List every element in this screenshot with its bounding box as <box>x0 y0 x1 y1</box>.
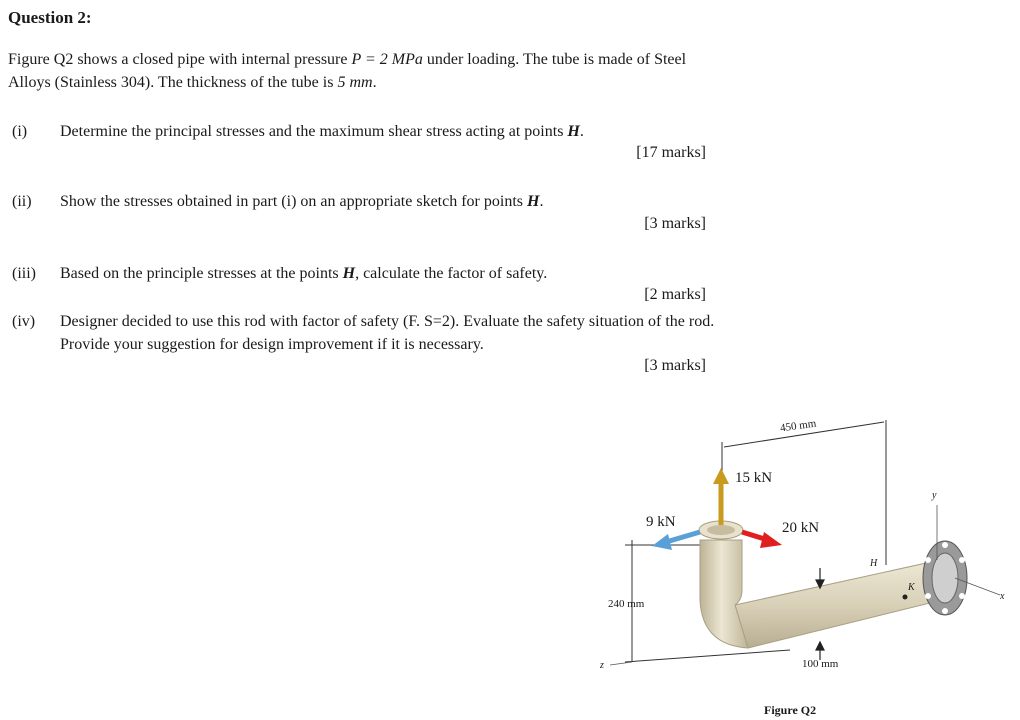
part-text: Designer decided to use this rod with factor of safety (F. S=2). Evaluate the safety situation of the rod. Provide your suggestion for design improvement if it is necessary. <box>60 313 715 353</box>
part-tail: . <box>579 123 584 140</box>
intro-text-1: Figure Q2 shows a closed pipe with internal pressure <box>8 51 352 68</box>
label-axis-y: y <box>932 490 937 501</box>
part-marks: [3 marks] <box>644 215 706 232</box>
part-marks: [2 marks] <box>644 286 706 303</box>
part-tail: , calculate the factor of safety. <box>355 265 548 282</box>
intro-text-2: under loading. The tube is made of Steel Alloys (Stainless 304). The thickness of the tube is <box>8 51 687 91</box>
label-450mm: 450 mm <box>779 417 818 435</box>
label-axis-x: x <box>1000 591 1005 602</box>
label-100mm: 100 mm <box>802 658 839 670</box>
force-15kn-arrow <box>713 468 729 525</box>
label-point-h: H <box>870 558 878 569</box>
part-body: Based on the principle stresses at the points <box>60 265 343 282</box>
label-axis-z: z <box>600 660 604 671</box>
intro-text-3: . <box>372 74 377 91</box>
label-15kn: 15 kN <box>735 470 773 486</box>
part-body: Show the stresses obtained in part (i) on an appropriate sketch for points <box>60 193 527 210</box>
part-number: (iv) <box>12 313 36 330</box>
part-body: Determine the principal stresses and the maximum shear stress acting at points <box>60 123 568 140</box>
label-point-k: K <box>908 582 915 593</box>
part-marks: [3 marks] <box>644 357 706 374</box>
label-20kn: 20 kN <box>782 520 820 536</box>
pipe-bore <box>707 525 735 535</box>
flange <box>923 541 967 615</box>
question-title: Question 2: <box>8 8 92 27</box>
force-20kn-arrow <box>742 532 782 548</box>
figure-caption: Figure Q2 <box>764 703 817 717</box>
point-label: H <box>527 193 540 210</box>
point-label: H <box>567 123 580 140</box>
label-9kn: 9 kN <box>646 514 676 530</box>
force-9kn-arrow <box>652 532 700 550</box>
part-number: (i) <box>12 123 28 140</box>
label-240mm: 240 mm <box>608 598 645 610</box>
pipe-elbow <box>700 540 748 648</box>
pressure-expression: P = 2 MPa <box>351 51 423 68</box>
part-number: (iii) <box>12 265 36 282</box>
dimension-450 <box>722 417 886 565</box>
part-tail: . <box>539 193 544 210</box>
point-label: H <box>342 265 356 282</box>
part-marks: [17 marks] <box>636 144 706 161</box>
point-k-dot <box>903 595 908 600</box>
horizontal-pipe <box>735 560 950 648</box>
thickness-value: 5 mm <box>337 74 373 91</box>
part-number: (ii) <box>12 193 32 210</box>
